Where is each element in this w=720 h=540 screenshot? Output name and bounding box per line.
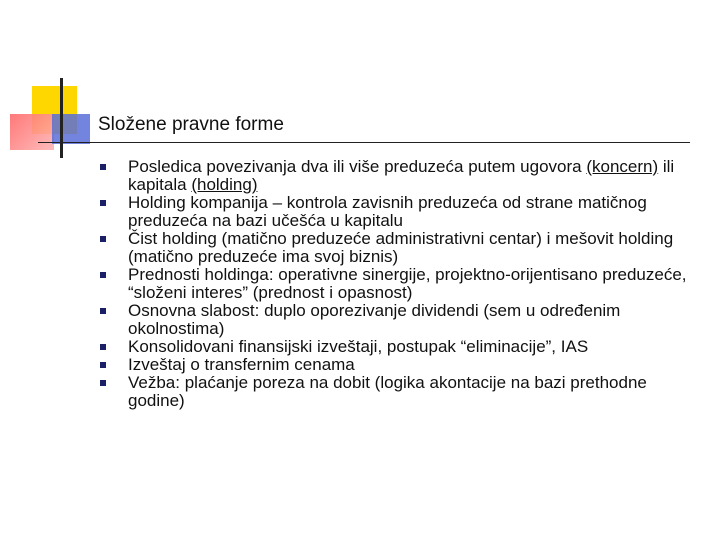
bullet-text-part: Posledica povezivanja dva ili više preduzeća putem ugovora — [128, 157, 587, 176]
square-bullet-icon — [100, 236, 106, 242]
bullet-text: Čist holding (matično preduzeće administrativni centar) i mešovit holding (matično preduzeće ima svoj biznis) — [128, 229, 674, 266]
bullet-text-part: ili kapitala — [128, 157, 675, 194]
bullet-text: Holding kompanija – kontrola zavisnih preduzeća od strane matičnog preduzeća na bazi učešća u kapitalu — [128, 193, 647, 230]
square-bullet-icon — [100, 380, 106, 386]
bullet-item — [98, 302, 698, 338]
bullet-item — [98, 356, 698, 374]
bullet-text: Prednosti holdinga: operativne sinergije, projektno-orijentisano preduzeće, “složeni interes” (prednost i opasnost) — [128, 265, 687, 302]
decorative-vertical-line — [60, 78, 63, 158]
square-bullet-icon — [100, 362, 106, 368]
bullet-text: Konsolidovani finansijski izveštaji, postupak “eliminacije”, IAS — [128, 337, 589, 356]
bullet-item — [98, 158, 698, 194]
bullet-item — [98, 338, 698, 356]
bullet-text: Vežba: plaćanje poreza na dobit (logika akontacije na bazi prethodne godine) — [128, 373, 647, 410]
bullet-item — [98, 374, 698, 410]
bullet-text: Izveštaj o transfernim cenama — [128, 355, 355, 374]
underlined-term: (koncern) — [586, 157, 659, 176]
square-bullet-icon — [100, 344, 106, 350]
bullet-item — [98, 230, 698, 266]
square-bullet-icon — [100, 308, 106, 314]
title-underline — [38, 142, 690, 143]
square-bullet-icon — [100, 200, 106, 206]
bullet-item — [98, 194, 698, 230]
bullet-list — [98, 158, 698, 410]
square-bullet-icon — [100, 272, 106, 278]
bullet-text: Osnovna slabost: duplo oporezivanje dividendi (sem u određenim okolnostima) — [128, 301, 621, 338]
slide-title: Složene pravne forme — [98, 114, 284, 135]
underlined-term: (holding) — [191, 175, 258, 194]
decorative-blue-square — [52, 114, 90, 144]
square-bullet-icon — [100, 164, 106, 170]
bullet-item — [98, 266, 698, 302]
decorative-red-square — [10, 114, 54, 150]
bullet-text — [128, 157, 674, 194]
